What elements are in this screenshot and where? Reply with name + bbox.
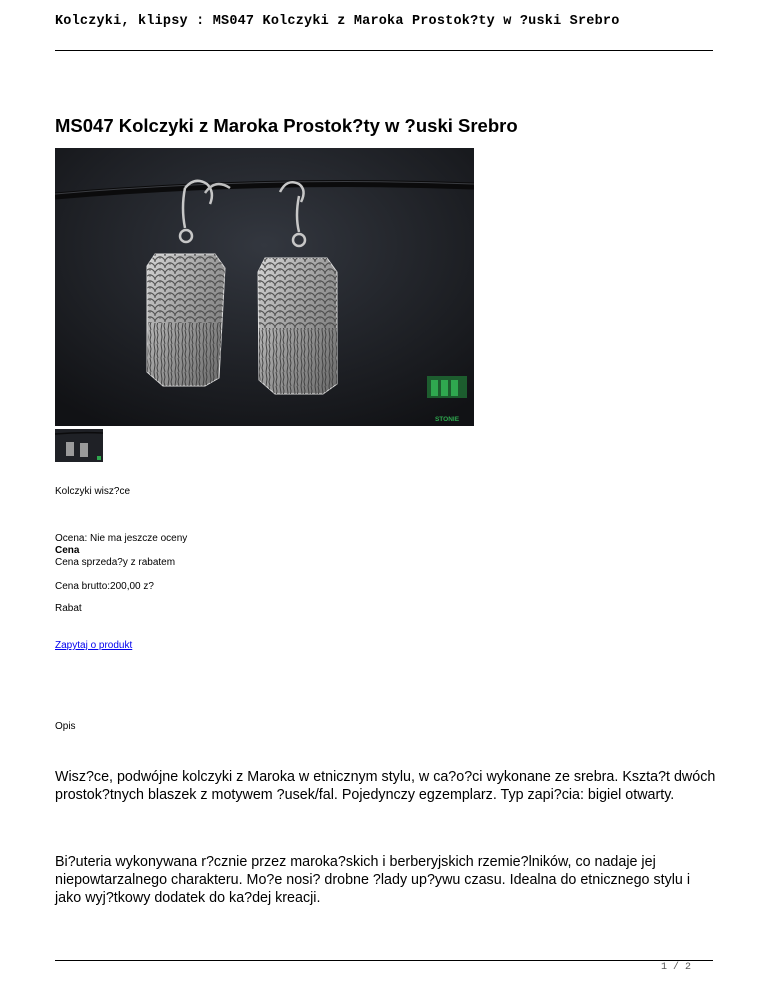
ask-about-product-link[interactable]: Zapytaj o produkt xyxy=(55,640,133,651)
header-divider xyxy=(55,50,713,51)
price-heading: Cena xyxy=(55,545,80,556)
product-thumbnail[interactable] xyxy=(55,429,103,462)
footer-divider xyxy=(55,960,713,961)
product-title: MS047 Kolczyki z Maroka Prostok?ty w ?uski Srebro xyxy=(55,115,518,136)
description-paragraph: Wisz?ce, podwójne kolczyki z Maroka w etnicznym stylu, w ca?o?ci wykonane ze srebra. Kszta?t dwóch prostok?tnych blaszek z motywem ?usek/fal. Pojedynczy egzemplarz. Typ zapi?cia: bigiel otwarty. xyxy=(55,769,716,803)
description-paragraph: Bi?uteria wykonywana r?cznie przez maroka?skich i berberyjskich rzemie?lników, co nadaje jej niepowtarzalnego charakteru. Mo?e nosi? drobne ?lady up?ywu czasu. Idealna do etnicznego stylu i jako wyj?tkowy dodatek do ka?dej kreacji. xyxy=(55,854,691,906)
product-image[interactable] xyxy=(55,148,474,426)
svg-text:STONIE: STONIE xyxy=(434,416,460,423)
price-gross: Cena brutto:200,00 z? xyxy=(55,581,154,592)
rating-text: Ocena: Nie ma jeszcze oceny xyxy=(55,533,188,544)
price-type: Cena sprzeda?y z rabatem xyxy=(55,557,176,568)
document-header-title: Kolczyki, klipsy : MS047 Kolczyki z Maroka Prostok?ty w ?uski Srebro xyxy=(55,14,620,29)
product-subtitle: Kolczyki wisz?ce xyxy=(55,486,131,497)
description-heading: Opis xyxy=(55,721,76,732)
discount-label: Rabat xyxy=(55,603,82,614)
page-number: 1 / 2 xyxy=(661,962,692,973)
